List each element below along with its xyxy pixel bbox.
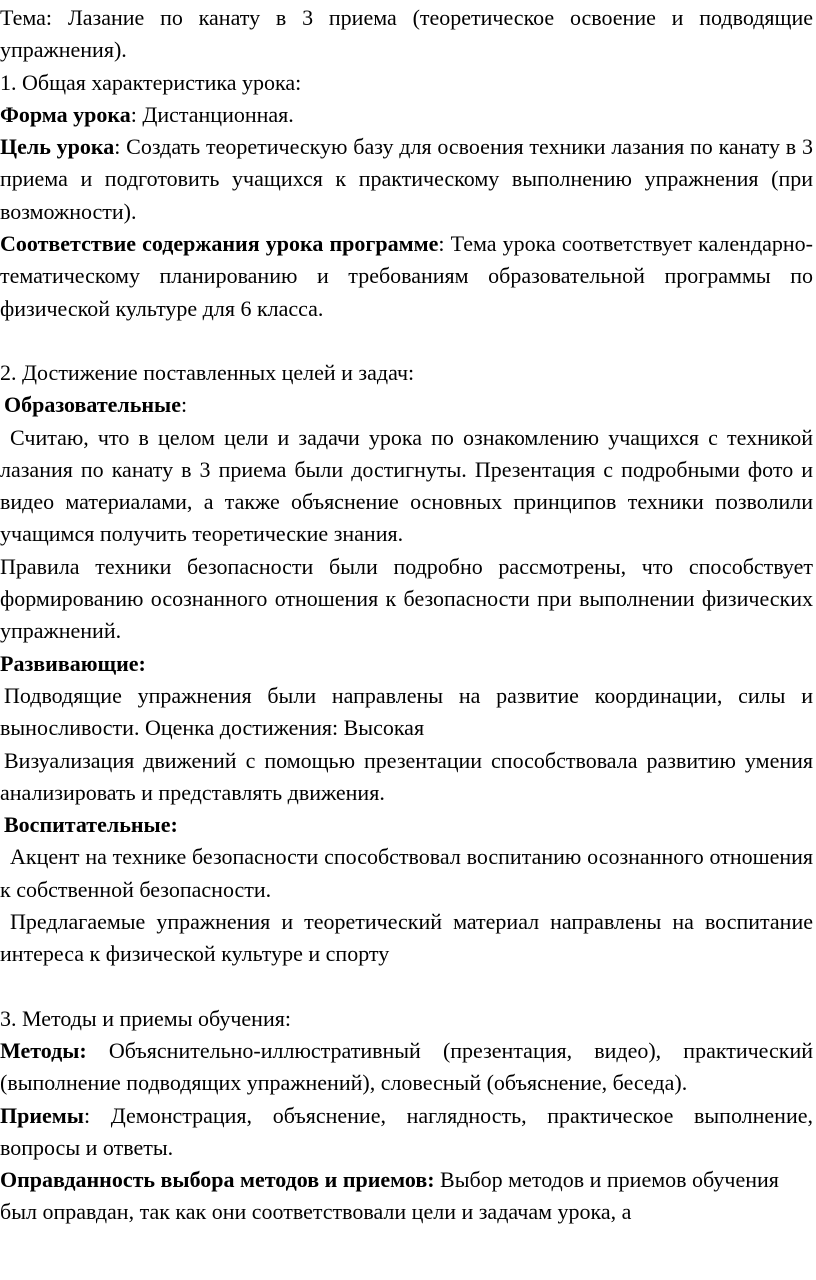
section3-heading: [0, 1003, 813, 1035]
goal-paragraph: [0, 131, 813, 228]
conformity-text: : Тема урока соответствует календарно-тематическому планированию и требованиям образовательной программы по физической культуре для 6 класса.: [0, 231, 813, 321]
methods-text: Объяснительно-иллюстративный (презентация, видео), практический (выполнение подводящих упражнений), словесный (объяснение, беседа).: [0, 1037, 813, 1096]
edu-text-1: Считаю, что в целом цели и задачи урока по ознакомлению учащихся с техникой лазания по канату в 3 приема были достигнуты. Презентация с подробными фото и видео материалами, а также объяснение основных принципов техники позволили учащимся получить теоретические знания.: [0, 424, 813, 547]
edu-text-2: Правила техники безопасности были подробно рассмотрены, что способствует формированию осознанного отношения к безопасности при выполнении физических упражнений.: [0, 553, 813, 644]
dev-text-1: Подводящие упражнения были направлены на развитие координации, силы и выносливости. Оценка достижения: Высокая: [0, 682, 813, 741]
dev-heading: [0, 648, 813, 680]
upbr-text-1: Акцент на технике безопасности способствовал воспитанию осознанного отношения к собственной безопасности.: [0, 844, 813, 902]
upbr-paragraph-2: [0, 906, 813, 971]
edu-heading: [0, 389, 813, 421]
techniques-label: Приемы: [0, 1102, 84, 1128]
dev-text-2: Визуализация движений с помощью презентации способствовала развитию умения анализировать и представлять движения.: [0, 747, 813, 805]
conformity-label: Соответствие содержания урока программе: [0, 231, 439, 257]
goal-label: Цель урока: [0, 134, 115, 160]
methods-label: Методы:: [0, 1037, 87, 1063]
justification-paragraph: [0, 1164, 813, 1229]
techniques-text: : Демонстрация, объяснение, наглядность, практическое выполнение, вопросы и ответы.: [0, 1102, 813, 1160]
edu-paragraph-1: [0, 422, 813, 551]
spacer: [0, 971, 813, 1003]
upbr-text-2: Предлагаемые упражнения и теоретический материал направлены на воспитание интереса к физической культуре и спорту: [0, 909, 813, 967]
section1-heading-text: 1. Общая характеристика урока:: [0, 69, 302, 95]
form-label: Форма урока: [0, 101, 131, 127]
topic-text: Тема: Лазание по канату в 3 приема (теоретическое освоение и подводящие упражнения).: [0, 5, 813, 63]
methods-paragraph: [0, 1035, 813, 1100]
form-text: : Дистанционная.: [130, 101, 294, 127]
upbr-label: Воспитательные:: [4, 812, 178, 838]
justification-text: Выбор методов и приемов обучения был оправдан, так как они соответствовали цели и задачам урока, а: [0, 1167, 779, 1225]
justification-label: Оправданность выбора методов и приемов:: [0, 1167, 435, 1193]
conformity-paragraph: [0, 228, 813, 325]
spacer: [0, 325, 813, 357]
dev-paragraph-2: [0, 745, 813, 810]
dev-label: Развивающие:: [0, 650, 146, 676]
edu-label: Образовательные: [4, 392, 181, 418]
section2-heading: [0, 357, 813, 389]
upbr-paragraph-1: [0, 841, 813, 906]
section3-heading-text: 3. Методы и приемы обучения:: [0, 1005, 291, 1031]
form-paragraph: [0, 99, 813, 131]
edu-paragraph-2: [0, 551, 813, 648]
section2-heading-text: 2. Достижение поставленных целей и задач:: [0, 359, 415, 385]
edu-colon: :: [181, 392, 188, 418]
section1-heading: [0, 67, 813, 99]
techniques-paragraph: [0, 1100, 813, 1165]
topic-line: [0, 2, 813, 67]
dev-paragraph-1: [0, 680, 813, 745]
upbr-heading: [0, 809, 813, 841]
goal-text: : Создать теоретическую базу для освоения техники лазания по канату в 3 приема и подготовить учащихся к практическому выполнению упражнения (при возможности).: [0, 134, 813, 224]
